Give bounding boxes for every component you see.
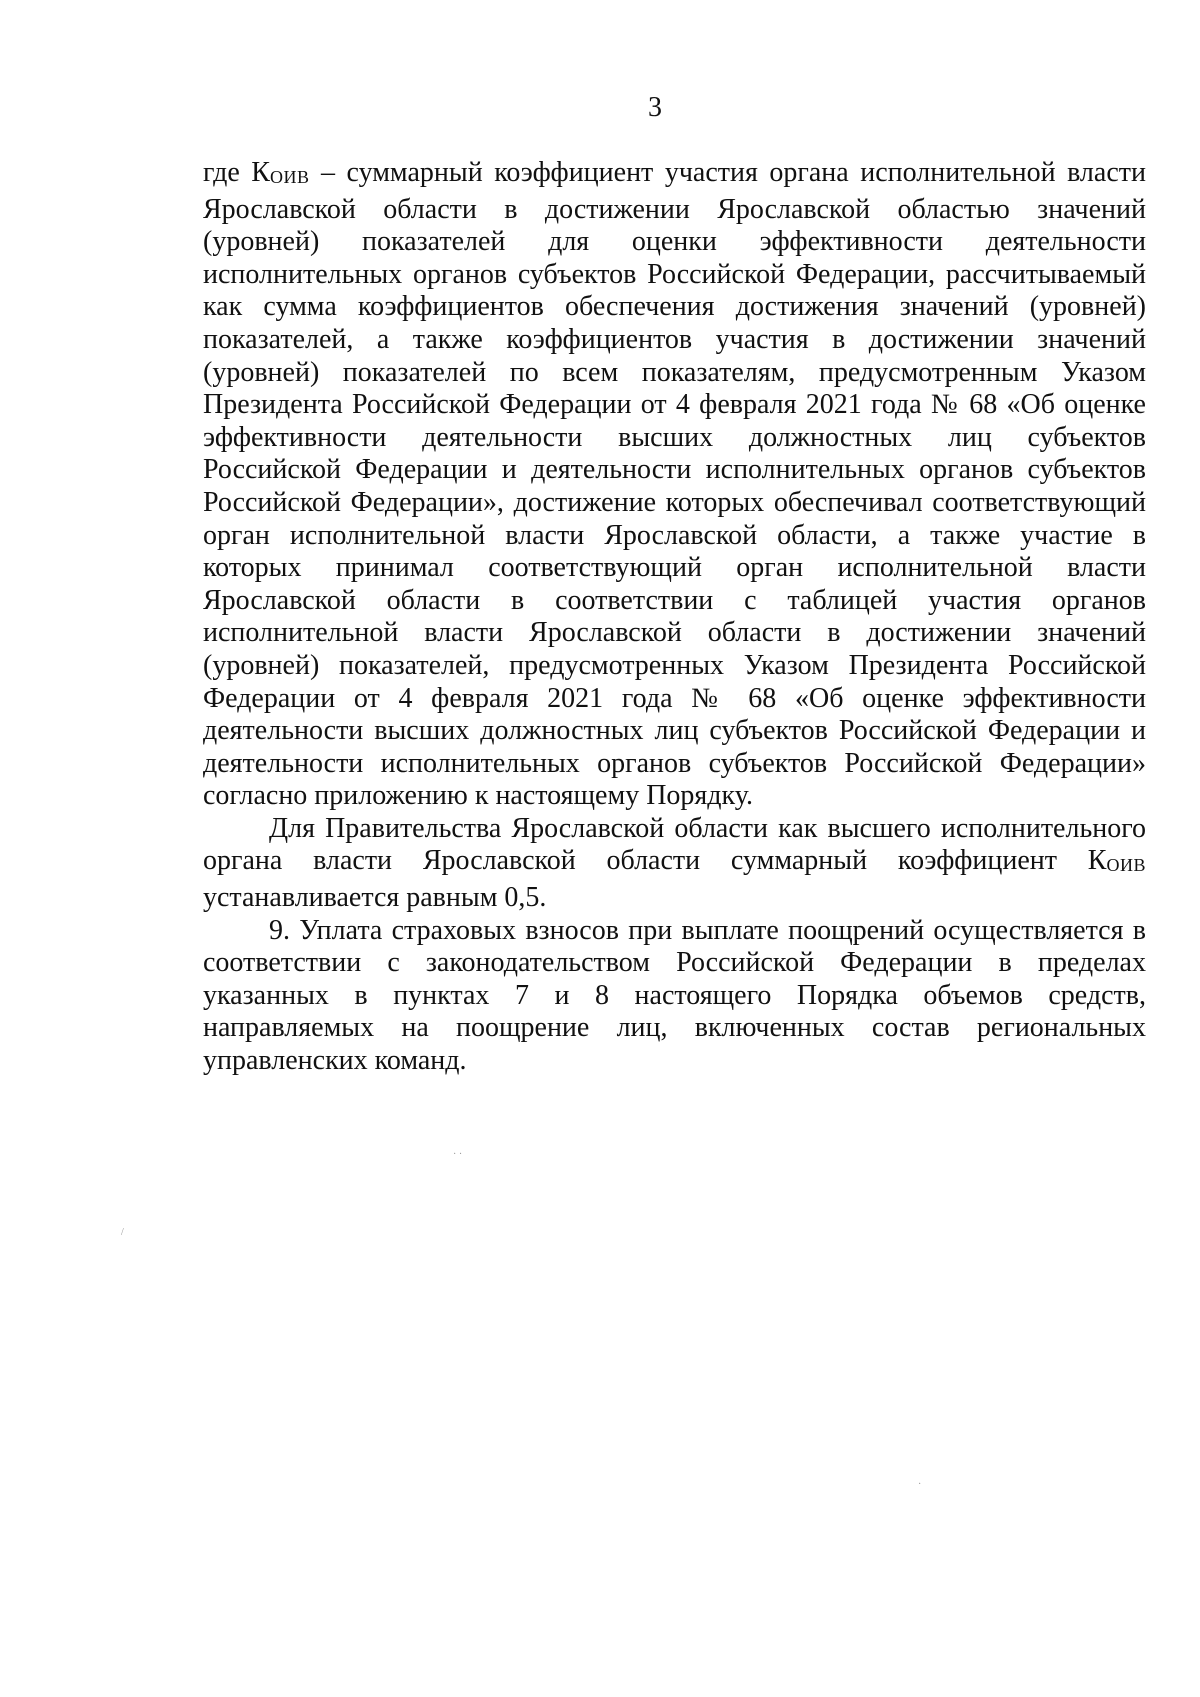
document-body [203, 157, 1146, 1078]
scan-speck: / [121, 1227, 124, 1238]
page-number: 3 [648, 92, 662, 123]
paragraph-body-text: – суммарный коэффициент участия органа исполнительной власти Ярославской области в достижении Ярославской областью значений (уровней) показателей для оценки эффективности деятельности исполнительных органов субъектов Российской Федерации, рассчитываемый как сумма коэффициентов обеспечения достижения значений (уровней) показателей, а также коэффициентов участия в достижении значений (уровней) показателей по всем показателям, предусмотренным Указом Президента Российской Федерации от 4 февраля 2021 года № 68 «Об оценке эффективности деятельности высших должностных лиц субъектов Российской Федерации и деятельности исполнительных органов субъектов Российской Федерации», достижение которых обеспечивал соответствующий орган исполнительной власти Ярославской области, а также участие в которых принимал соответствующий орган исполнительной власти Ярославской области в соответствии с таблицей участия органов исполнительной власти Ярославской области в достижении значений (уровней) показателей, предусмотренных Указом Президента Российской Федерации от 4 февраля 2021 года № 68 «Об оценке эффективности деятельности высших должностных лиц субъектов Российской Федерации и деятельности исполнительных органов субъектов Российской Федерации» согласно приложению к настоящему Порядку. [203, 157, 1146, 812]
paragraph-body-text: 9. Уплата страховых взносов при выплате поощрений осуществляется в соответствии с законодательством Российской Федерации в пределах указанных в пунктах 7 и 8 настоящего Порядка объемов средств, направляемых на поощрение лиц, включенных состав региональных управленских команд. [203, 914, 1146, 1077]
paragraph-tail-text: устанавливается равным 0,5. [203, 882, 547, 914]
scan-speck: · [918, 1479, 922, 1490]
paragraph-body-text: Для Правительства Ярославской области как высшего исполнительного органа власти Ярославской области суммарный коэффициент К [203, 812, 1146, 877]
paragraph-item-9-insurance [203, 915, 1146, 1078]
scan-speck: · · [453, 1149, 463, 1160]
koiv-subscript: ОИВ [1106, 855, 1146, 876]
paragraph-koiv-definition [203, 157, 1146, 813]
koiv-subscript: ОИВ [269, 167, 310, 187]
paragraph-government-coefficient [203, 813, 1146, 915]
paragraph-lead-text: где К [203, 157, 270, 188]
